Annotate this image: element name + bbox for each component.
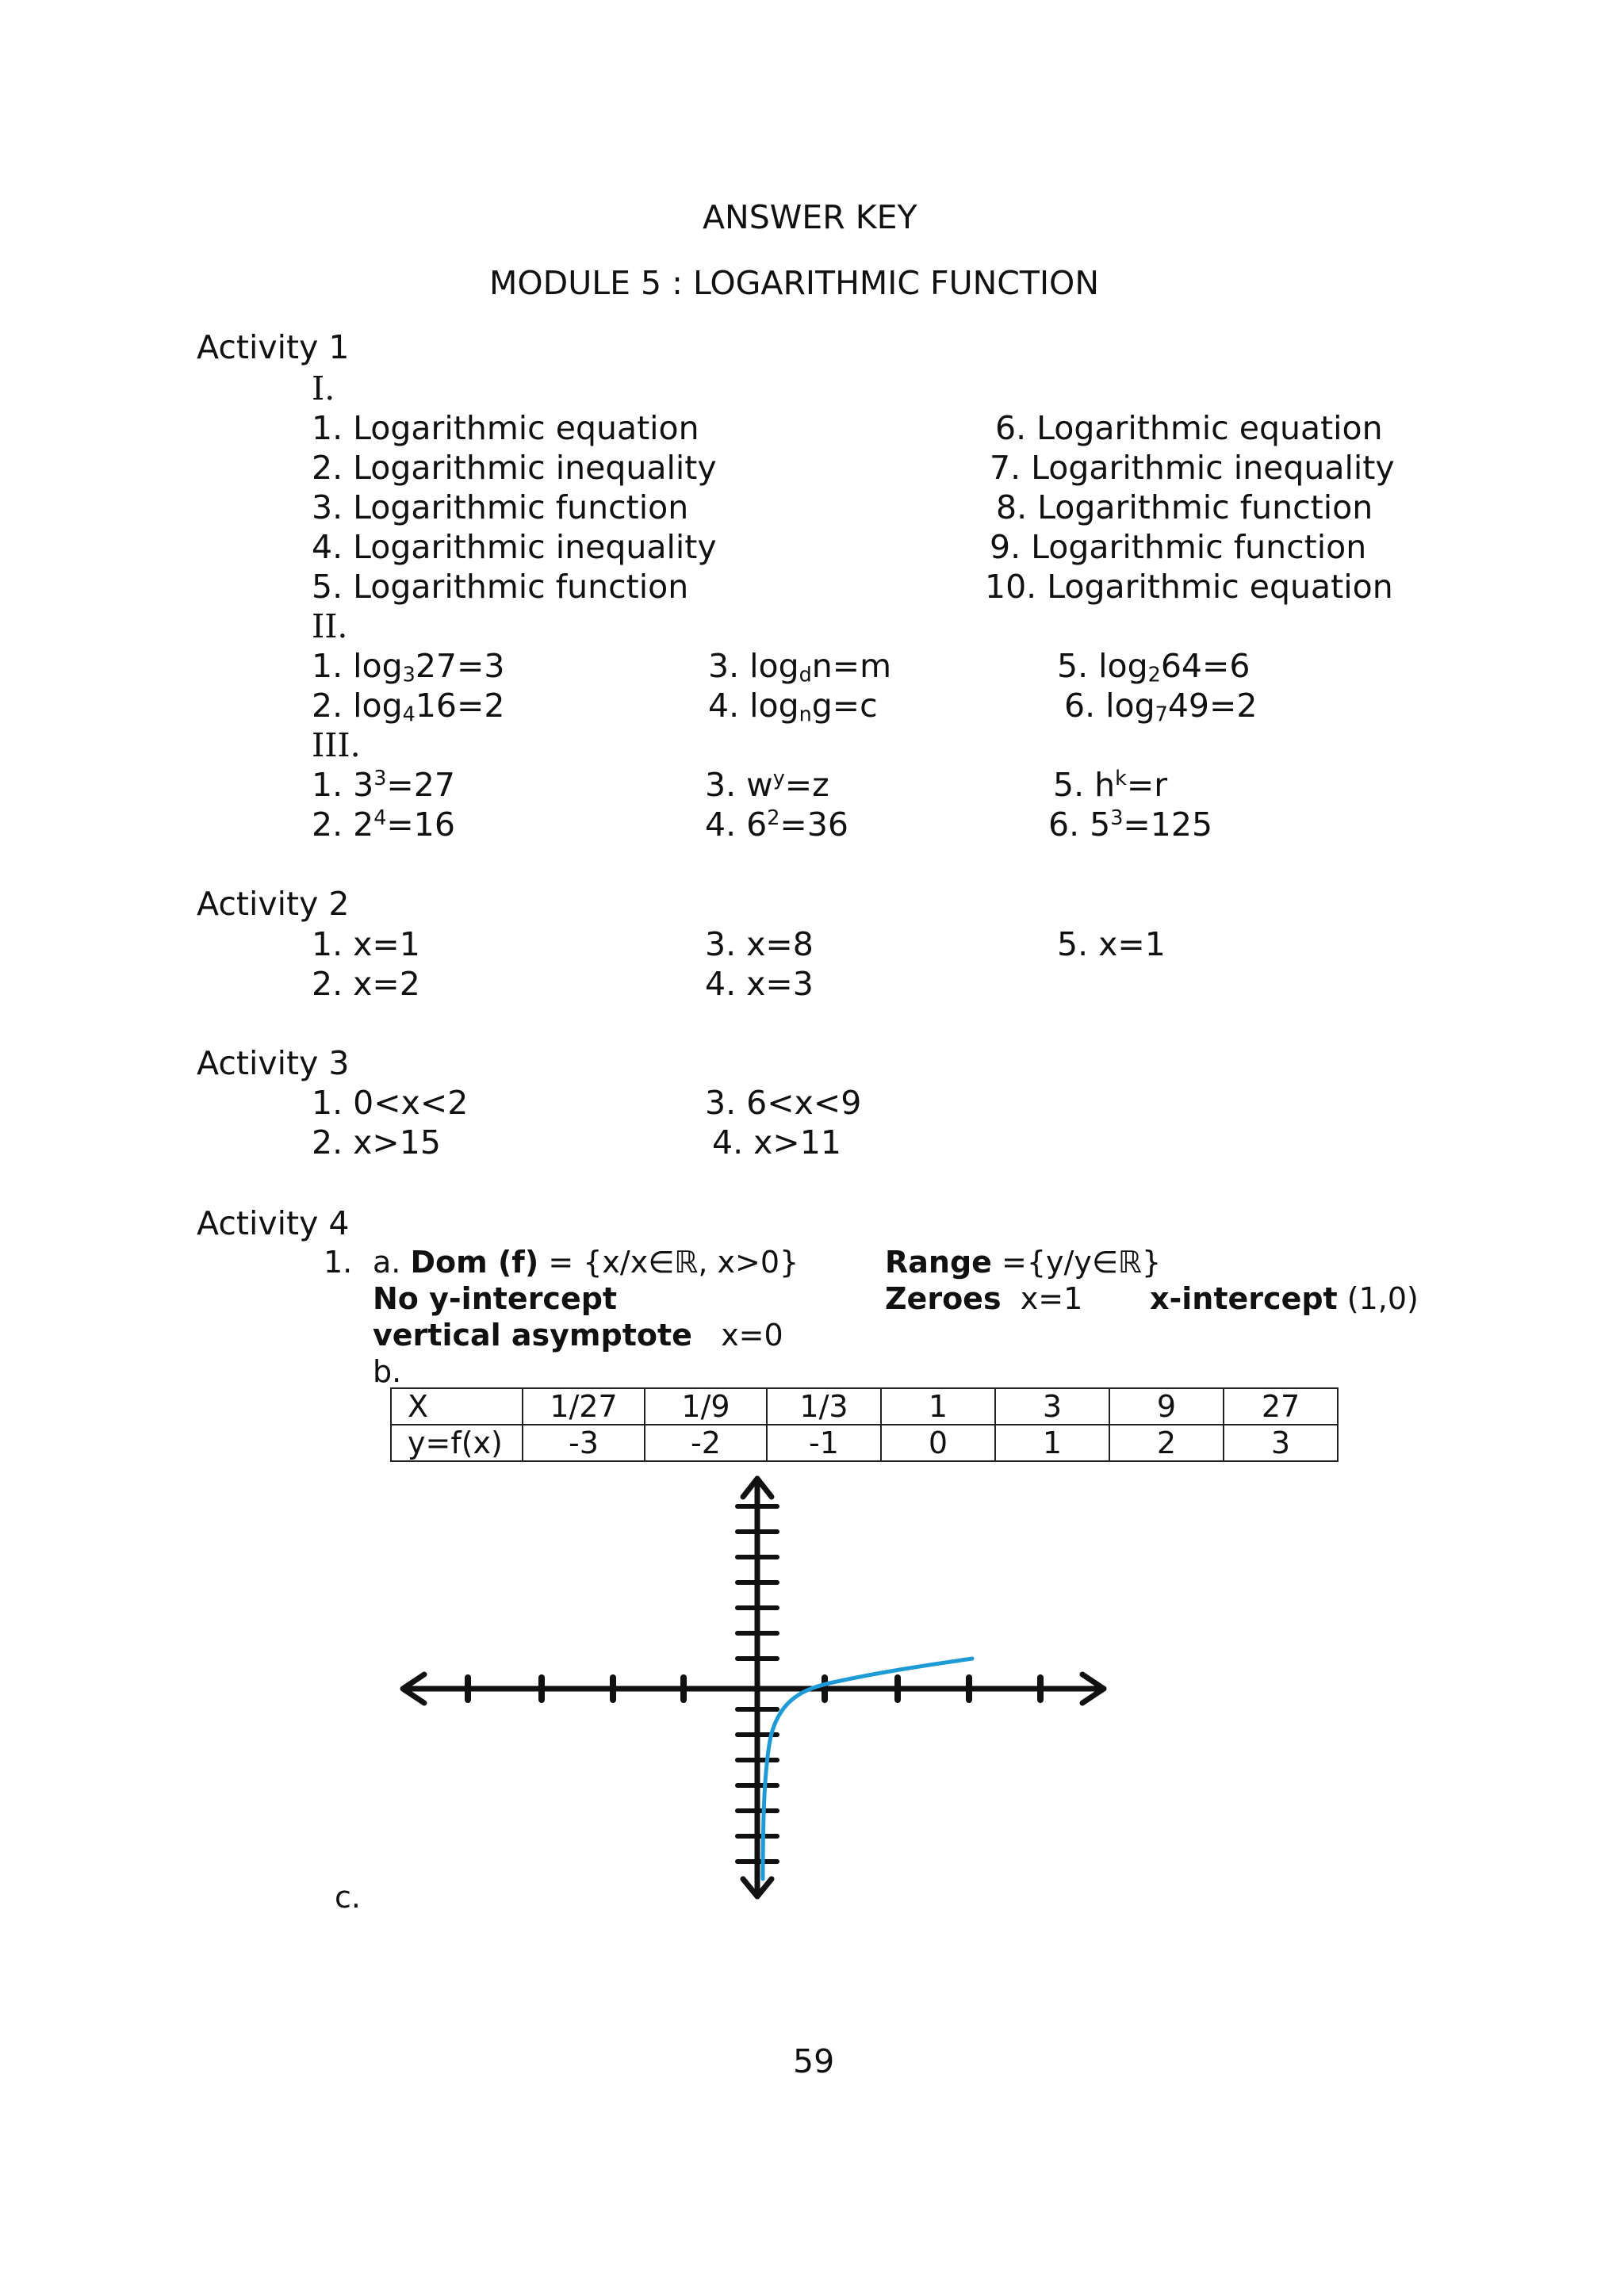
list-item: 4. x>11 [712,1123,841,1161]
part-1-label: I. [312,369,335,408]
table-cell: -3 [523,1425,645,1461]
exp-item: 3. $w^y=z$ [705,766,829,804]
zeroes-line: Zeroes x=1 [885,1281,1083,1316]
table-cell: 3 [1224,1425,1338,1461]
log-item: 6. $\log_749=2$ [1064,687,1258,726]
list-item: 8. Logarithmic function [996,488,1373,526]
list-item: 6. Logarithmic equation [995,409,1383,447]
list-item: 2. Logarithmic inequality [312,449,717,487]
table-cell: 3 [995,1388,1109,1425]
log-item: 4. $\log_ng=c$ [708,687,878,726]
list-item: 2. x=2 [312,965,420,1003]
list-item: 4. x=3 [705,965,814,1003]
table-cell: 1/9 [645,1388,767,1425]
vertical-asymptote-line: vertical asymptote x=0 [373,1318,783,1353]
log-item: 5. $\log_264=6$ [1057,647,1251,687]
list-item: 9. Logarithmic function [990,528,1367,566]
list-item: 2. x>15 [312,1123,441,1161]
table-cell: y=f(x) [391,1425,523,1461]
table-cell: -2 [645,1425,767,1461]
list-item: 3. x=8 [705,925,814,963]
activity-3-heading: Activity 3 [197,1044,350,1082]
exp-item: 2. $2^4=16$ [312,806,455,844]
table-cell: 1 [881,1388,995,1425]
x-intercept-line: x-intercept (1,0) [1150,1281,1419,1316]
part-b-label: b. [373,1354,402,1389]
log-item: 2. $\log_416=2$ [312,687,505,726]
list-item: 4. Logarithmic inequality [312,528,717,566]
range-line: Range ={y/y∈ℝ} [885,1245,1162,1280]
list-item: 1. Logarithmic equation [312,409,699,447]
log-item: 1. $\log_327=3$ [312,647,505,687]
table-cell: 1/27 [523,1388,645,1425]
table-cell: X [391,1388,523,1425]
list-item: 7. Logarithmic inequality [990,449,1395,487]
table-cell: 27 [1224,1388,1338,1425]
module-title: MODULE 5 : LOGARITHMIC FUNCTION [489,264,1099,302]
activity-2-heading: Activity 2 [197,885,350,923]
list-item: 10. Logarithmic equation [985,568,1393,606]
table-cell: 0 [881,1425,995,1461]
page-title: ANSWER KEY [703,198,917,236]
table-cell: 2 [1109,1425,1224,1461]
list-item: 5. Logarithmic function [312,568,689,606]
list-item: 3. Logarithmic function [312,488,689,526]
exp-item: 4. $6^2=36$ [705,806,848,844]
exp-item: 5. $h^k=r$ [1053,766,1168,804]
part-3-label: III. [312,726,361,764]
list-item: 5. x=1 [1057,925,1166,963]
page-number: 59 [793,2042,835,2080]
list-item: 1. 0<x<2 [312,1084,469,1122]
no-y-intercept: No y-intercept [373,1281,618,1316]
part-2-label: II. [312,607,348,645]
table-cell: -1 [767,1425,881,1461]
domain-line: a. Dom (f) = {x/x∈ℝ, x>0} [373,1245,799,1280]
log-item: 3. $\log_dn=m$ [708,647,892,687]
item-number: 1. [324,1245,353,1280]
list-item: 1. x=1 [312,925,420,963]
table-cell: 1/3 [767,1388,881,1425]
exp-item: 6. $5^3=125$ [1048,806,1213,844]
table-cell: 9 [1109,1388,1224,1425]
exp-item: 1. $3^3=27$ [312,766,455,804]
activity-1-heading: Activity 1 [197,328,350,366]
part-c-label: c. [335,1880,361,1915]
logarithm-curve [763,1659,972,1879]
list-item: 3. 6<x<9 [705,1084,862,1122]
activity-4-heading: Activity 4 [197,1204,350,1242]
table-cell: 1 [995,1425,1109,1461]
